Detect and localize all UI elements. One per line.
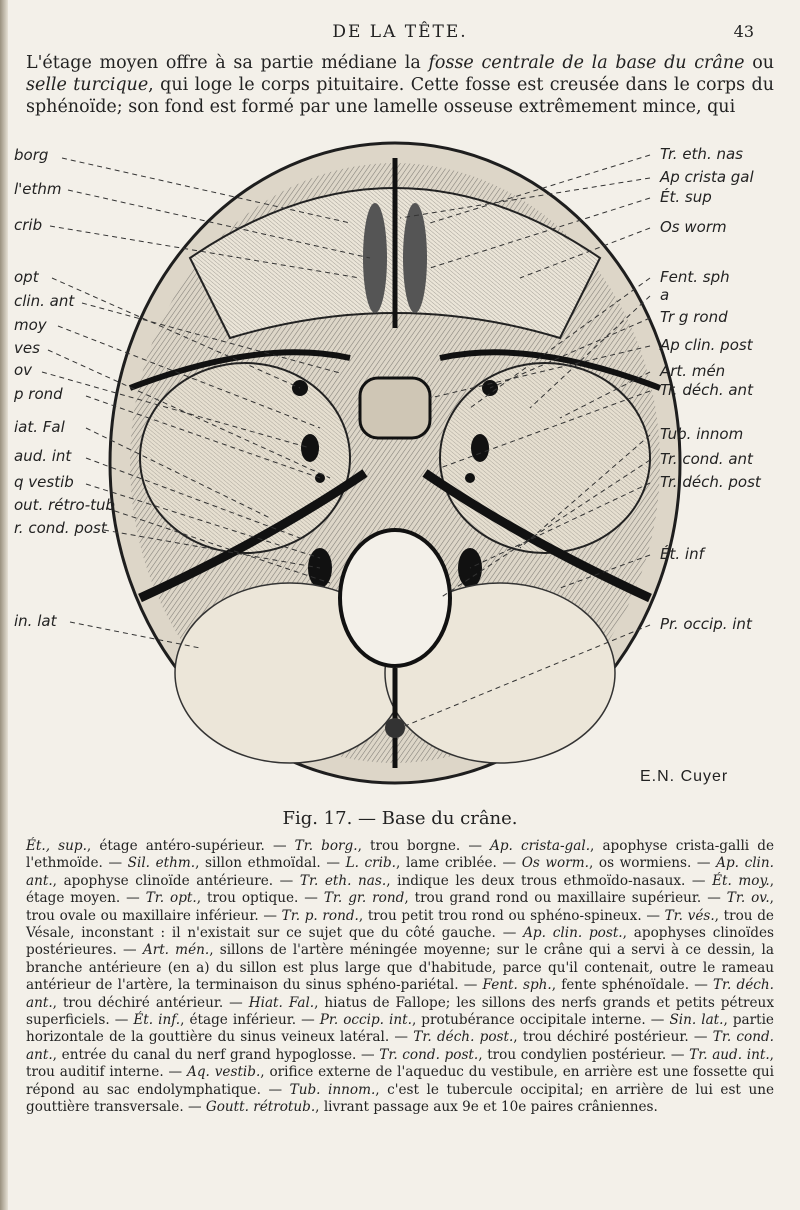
legend-desc: , trou auditif interne. — xyxy=(26,1046,774,1081)
figure-label: Pr. occip. int xyxy=(660,615,752,633)
figure-label: Tr. déch. ant xyxy=(660,381,753,399)
legend-term: Fent. sph. xyxy=(482,977,552,994)
figure-label: borg xyxy=(14,146,49,164)
figure-label: in. lat xyxy=(14,612,57,630)
figure-label: out. rétro-tub xyxy=(14,496,116,514)
legend-desc: , orifice externe de l'aqueduc du vestibule, en arrière est une fossette qui répond au sac endolymphatique. — xyxy=(26,1064,774,1098)
legend-desc: , apophyse crista-galli de l'ethmoïde. — xyxy=(26,838,774,872)
figure-label: Tr. déch. post xyxy=(660,473,761,491)
intro-term-fosse: fosse centrale de la base du crâne xyxy=(428,53,745,73)
figure-label: Tr g rond xyxy=(660,308,728,326)
figure-label: Tub. innom xyxy=(660,425,744,443)
legend-term: Tr. p. rond. xyxy=(281,907,359,924)
intro-paragraph xyxy=(26,52,774,118)
legend-desc: , trou borgne. — xyxy=(357,838,491,854)
figure-label: l'ethm xyxy=(14,180,62,198)
legend-term: Aq. vestib. xyxy=(187,1064,261,1081)
cribriform-plate-left xyxy=(363,203,387,313)
legend-term: Tr. vés. xyxy=(664,907,715,924)
legend-term: Tr. ov. xyxy=(726,890,770,907)
internal-occipital-protuberance xyxy=(385,718,405,738)
legend-term: Tr. aud. int. xyxy=(689,1046,770,1063)
legend-desc: , trou condylien postérieur. — xyxy=(478,1046,690,1063)
skull-base-figure xyxy=(0,128,800,808)
figure-label: clin. ant xyxy=(14,292,75,310)
figure-label: ves xyxy=(14,339,40,357)
running-head: DE LA TÊTE. xyxy=(332,22,468,42)
legend-term: Sin. lat. xyxy=(669,1012,724,1029)
figure-label: opt xyxy=(14,268,39,286)
engraver-signature: E.N. Cuyer xyxy=(640,768,729,785)
legend-desc: , protubérance occipitale interne. — xyxy=(411,1012,670,1029)
figure-label: Ét. sup xyxy=(660,188,712,206)
legend-desc: , trou petit trou rond ou sphéno-spineux. — xyxy=(358,907,665,924)
foramen-magnum xyxy=(340,530,450,666)
figure-label: Os worm xyxy=(660,218,727,236)
foramen-ovale-left xyxy=(301,434,319,462)
legend-desc: , entrée du canal du nerf grand hypoglosse. — xyxy=(52,1046,380,1063)
figure-label: Fent. sph xyxy=(660,268,730,286)
legend-desc: , hiatus de Fallope; les sillons des nerfs grands et petits pétreux superficiels. — xyxy=(26,994,774,1029)
figure-label: p rond xyxy=(14,385,63,403)
legend-desc: , c'est le tubercule occipital; en arrière de lui est une gouttière transversale. — xyxy=(26,1081,774,1116)
figure-label: Tr. eth. nas xyxy=(660,145,743,163)
legend-desc: , trou optique. — xyxy=(196,890,324,907)
legend-term: Ét., sup. xyxy=(26,838,87,854)
legend-term: Ét. moy. xyxy=(712,872,770,889)
legend-term: Ap. clin. post. xyxy=(523,925,623,942)
figure-label: moy xyxy=(14,316,47,334)
intro-text-3: , qui loge le corps pituitaire. Cette fosse est creusée dans le corps du sphénoïde; son fond est formé par une lamelle osseuse extrêmement mince, qui xyxy=(26,75,774,117)
figure-label: q vestib xyxy=(14,473,74,491)
legend-term: Pr. occip. int. xyxy=(319,1012,412,1029)
legend-term: Ap. clin. ant. xyxy=(26,855,774,889)
legend-desc: , apophyses clinoïdes postérieures. — xyxy=(26,925,775,959)
legend-term: Tr. cond. ant. xyxy=(26,1029,774,1063)
legend-term: Art. mén. xyxy=(142,942,210,959)
figure-label: aud. int xyxy=(14,447,72,465)
legend-term: Ap. crista-gal. xyxy=(490,838,591,854)
figure-label: a xyxy=(660,286,670,304)
legend-desc: , étage inférieur. — xyxy=(180,1012,320,1029)
legend-term: Tr. opt. xyxy=(145,890,197,907)
figure-label: Art. mén xyxy=(660,362,726,380)
intro-text-2: ou xyxy=(744,53,774,73)
legend-term: Tr. cond. post. xyxy=(379,1046,479,1063)
legend-term: Tr. déch. ant. xyxy=(26,977,774,1011)
legend-desc: , apophyse clinoïde antérieure. — xyxy=(52,872,300,889)
legend-desc: , lame criblée. — xyxy=(396,855,522,872)
foramen-spinosum-right xyxy=(465,473,475,483)
legend-term: Tr. déch. post. xyxy=(413,1029,514,1046)
figure-label: Ap crista gal xyxy=(660,168,754,186)
legend-term: Tr. eth. nas. xyxy=(299,872,387,889)
figure-label: Tr. cond. ant xyxy=(660,450,753,468)
intro-text-1: L'étage moyen offre à sa partie médiane la xyxy=(26,53,429,73)
legend-desc: , trou déchiré antérieur. — xyxy=(52,994,249,1011)
cribriform-plate-right xyxy=(403,203,427,313)
legend-desc: , étage antéro-supérieur. — xyxy=(86,838,295,854)
legend-desc: , trou grand rond ou maxillaire supérieur. — xyxy=(404,890,727,907)
legend-desc: , trou ovale ou maxillaire inférieur. — xyxy=(26,890,774,924)
legend-term: L. crib. xyxy=(345,855,397,872)
legend-desc: , partie horizontale de la gouttière du sinus veineux latéral. — xyxy=(26,1012,774,1046)
legend-term: Os worm. xyxy=(521,855,589,872)
page-number: 43 xyxy=(733,22,754,41)
legend-term: Tr. borg. xyxy=(294,838,358,854)
legend-desc: , trou déchiré postérieur. — xyxy=(513,1029,713,1046)
legend-desc: , étage moyen. — xyxy=(26,872,775,907)
legend-desc: , trou de Vésale, inconstant : il n'existait sur ce sujet que du côté gauche. — xyxy=(26,907,774,942)
figure-label: iat. Fal xyxy=(14,418,65,436)
figure-label: ov xyxy=(14,361,33,379)
legend-term: Ét. inf. xyxy=(133,1012,181,1029)
legend-desc: , os wormiens. — xyxy=(588,855,717,872)
figure-caption: Fig. 17. — Base du crâne. xyxy=(282,808,518,829)
figure-label: Ap clin. post xyxy=(660,336,753,354)
sella-turcica xyxy=(360,378,430,438)
legend-term: Goutt. rétrotub. xyxy=(205,1099,316,1116)
figure-legend xyxy=(26,838,774,1117)
figure-label: r. cond. post xyxy=(14,519,107,537)
figure-label: Ét. inf xyxy=(660,545,704,563)
legend-desc: , sillons de l'artère méningée moyenne; sur le crâne qui a servi à ce dessin, la branche antérieure (en a) du sillon est plus large que d'habitude, parce qu'il contenait, outre le rameau antérieur de l'artère, la terminaison du sinus sphéno-pariétal. — xyxy=(26,942,774,994)
legend-desc: , indique les deux trous ethmoïdo-nasaux. — xyxy=(386,872,713,889)
foramen-ovale-right xyxy=(471,434,489,462)
figure-label: crib xyxy=(14,216,43,234)
legend-term: Tub. innom. xyxy=(289,1081,376,1098)
legend-desc: , livrant passage aux 9e et 10e paires crâniennes. xyxy=(315,1099,658,1116)
intro-term-selle: selle turcique xyxy=(26,75,149,95)
legend-desc: , fente sphénoïdale. — xyxy=(551,977,713,994)
legend-term: Hiat. Fal. xyxy=(248,994,315,1011)
legend-desc: , sillon ethmoïdal. — xyxy=(195,855,346,872)
legend-term: Sil. ethm. xyxy=(127,855,196,872)
legend-term: Tr. gr. rond xyxy=(323,890,405,907)
